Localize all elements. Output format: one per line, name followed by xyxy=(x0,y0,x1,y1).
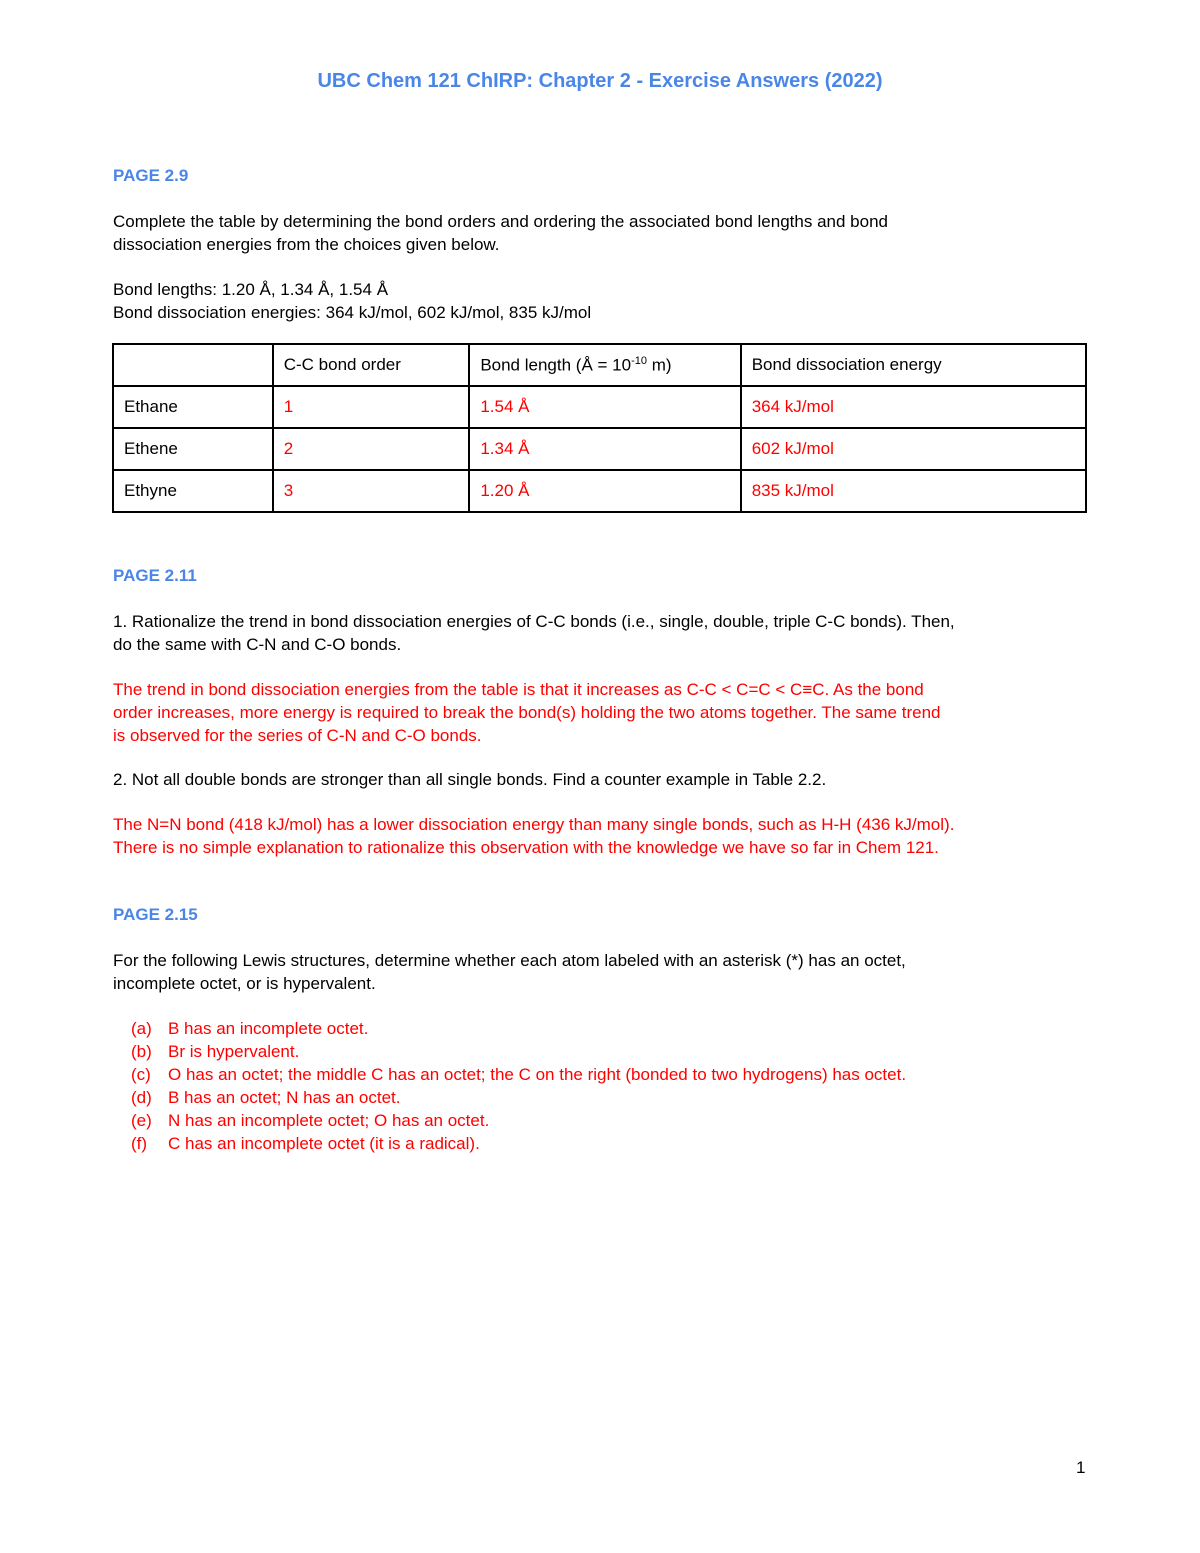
header-length-exponent: -10 xyxy=(631,354,647,367)
question-2: 2. Not all double bonds are stronger than all single bonds. Find a counter example in Table 2.2. xyxy=(113,770,827,789)
header-bond-length xyxy=(469,344,740,386)
bond-energy-value: 835 kJ/mol xyxy=(741,470,1086,512)
answer-line: There is no simple explanation to rationalize this observation with the knowledge we have so far in Chem 121. xyxy=(113,838,939,857)
list-marker: (d) xyxy=(131,1088,152,1107)
molecule-name: Ethene xyxy=(113,428,273,470)
question-line: 1. Rationalize the trend in bond dissociation energies of C-C bonds (i.e., single, double, triple C-C bonds). Then, xyxy=(113,612,955,631)
header-length-prefix: Bond length (Å = 10 xyxy=(480,355,632,375)
bond-order-value: 2 xyxy=(273,428,470,470)
bond-energies-choices: Bond dissociation energies: 364 kJ/mol, 602 kJ/mol, 835 kJ/mol xyxy=(113,303,592,322)
list-item xyxy=(113,1109,906,1132)
bond-energy-value: 364 kJ/mol xyxy=(741,386,1086,428)
instructions-line: incomplete octet, or is hypervalent. xyxy=(113,974,376,993)
bond-order-value: 1 xyxy=(273,386,470,428)
list-item xyxy=(113,1017,906,1040)
answer-text: N has an incomplete octet; O has an octet. xyxy=(168,1111,490,1130)
list-item xyxy=(113,1132,906,1155)
section-heading-page-2-15: PAGE 2.15 xyxy=(113,905,198,924)
section-heading-page-2-11: PAGE 2.11 xyxy=(113,566,197,585)
list-item xyxy=(113,1086,906,1109)
answer-line: order increases, more energy is required to break the bond(s) holding the two atoms together. The same trend xyxy=(113,703,941,722)
choices-block xyxy=(113,278,1093,324)
lewis-answers-list xyxy=(113,1017,906,1155)
list-marker: (b) xyxy=(131,1042,152,1061)
molecule-name: Ethane xyxy=(113,386,273,428)
table-row xyxy=(113,470,1086,512)
bond-order-value: 3 xyxy=(273,470,470,512)
bond-lengths-choices: Bond lengths: 1.20 Å, 1.34 Å, 1.54 Å xyxy=(113,280,389,299)
document-title: UBC Chem 121 ChIRP: Chapter 2 - Exercise Answers (2022) xyxy=(317,70,883,92)
list-marker: (f) xyxy=(131,1134,148,1153)
bond-length-value: 1.54 Å xyxy=(469,386,740,428)
list-item xyxy=(113,1063,906,1086)
answer-1 xyxy=(113,678,1093,747)
list-marker: (a) xyxy=(131,1019,152,1038)
question-1 xyxy=(113,610,1093,656)
answer-line: is observed for the series of C-N and C-O bonds. xyxy=(113,726,482,745)
question-line: do the same with C-N and C-O bonds. xyxy=(113,635,402,654)
table-instructions xyxy=(113,210,1093,256)
molecule-name: Ethyne xyxy=(113,470,273,512)
answer-line: The N=N bond (418 kJ/mol) has a lower dissociation energy than many single bonds, such as H-H (436 kJ/mol). xyxy=(113,815,955,834)
bond-table xyxy=(112,343,1087,513)
answer-text: O has an octet; the middle C has an octet; the C on the right (bonded to two hydrogens) has octet. xyxy=(168,1065,907,1084)
bond-energy-value: 602 kJ/mol xyxy=(741,428,1086,470)
table-row xyxy=(113,386,1086,428)
answer-text: B has an octet; N has an octet. xyxy=(168,1088,401,1107)
list-item xyxy=(113,1040,906,1063)
header-empty-cell xyxy=(113,344,273,386)
answer-line: The trend in bond dissociation energies from the table is that it increases as C-C < C=C < C≡C. As the bond xyxy=(113,680,924,699)
instructions-line: Complete the table by determining the bond orders and ordering the associated bond lengths and bond xyxy=(113,212,888,231)
header-bond-order: C-C bond order xyxy=(273,344,470,386)
list-marker: (c) xyxy=(131,1065,151,1084)
answer-text: C has an incomplete octet (it is a radical). xyxy=(168,1134,480,1153)
instructions-line: For the following Lewis structures, determine whether each atom labeled with an asterisk (*) has an octet, xyxy=(113,951,906,970)
bond-length-value: 1.34 Å xyxy=(469,428,740,470)
section-heading-page-2-9: PAGE 2.9 xyxy=(113,166,189,185)
page-number: 1 xyxy=(1076,1458,1086,1477)
answer-text: Br is hypervalent. xyxy=(168,1042,300,1061)
header-length-suffix: m) xyxy=(646,355,672,375)
list-marker: (e) xyxy=(131,1111,152,1130)
bond-length-value: 1.20 Å xyxy=(469,470,740,512)
answer-2 xyxy=(113,813,1093,859)
answer-text: B has an incomplete octet. xyxy=(168,1019,369,1038)
lewis-instructions xyxy=(113,949,1093,995)
table-row xyxy=(113,428,1086,470)
table-header-row xyxy=(113,344,1086,386)
instructions-line: dissociation energies from the choices given below. xyxy=(113,235,500,254)
header-bond-energy: Bond dissociation energy xyxy=(741,344,1086,386)
